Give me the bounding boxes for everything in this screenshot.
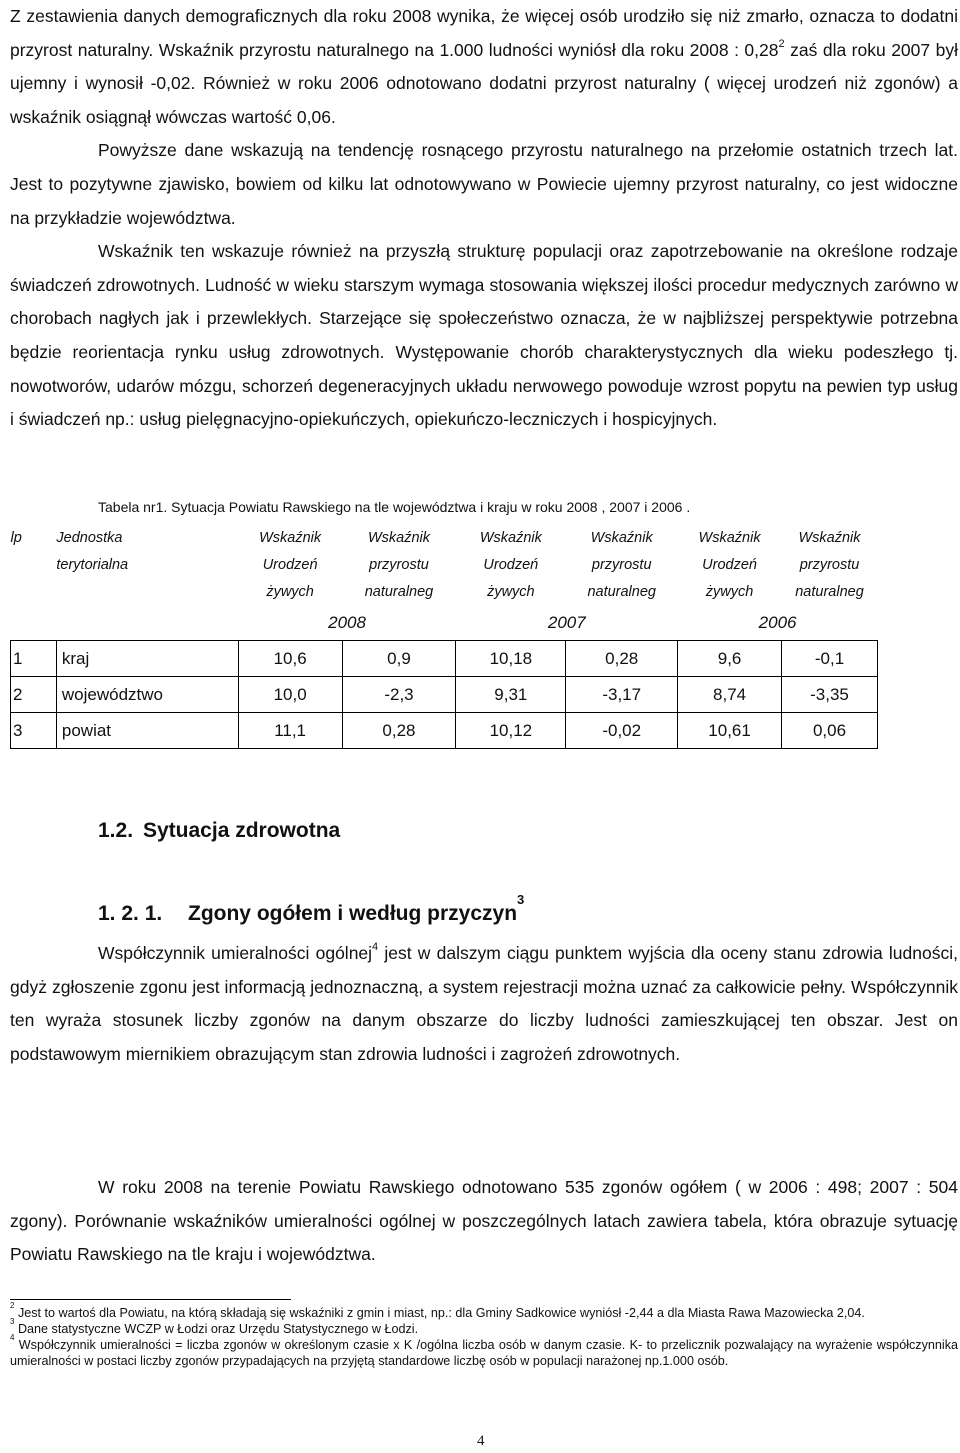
table-row bbox=[11, 641, 878, 677]
cell-value: 0,28 bbox=[566, 641, 678, 677]
cell-value: 0,28 bbox=[342, 713, 456, 749]
year-2007: 2007 bbox=[456, 606, 678, 641]
paragraph-text: W roku 2008 na terenie Powiatu Rawskiego odnotowano 535 zgonów ogółem ( w 2006 : 498; 2007 : 504 zgony). Porównanie wskaźników umieralności ogólnej w poszczególnych latach zawiera tabela, która obrazuje sytuację Powiatu Rawskiego na tle kraju i województwa. bbox=[10, 1177, 958, 1265]
table-caption: Tabela nr1. Sytuacja Powiatu Rawskiego na tle województwa i kraju w roku 2008 , 2007 i 2006 . bbox=[98, 499, 691, 515]
header-unit-line: Jednostka bbox=[56, 530, 123, 546]
cell-unit: kraj bbox=[56, 641, 238, 677]
header-line: naturalneg bbox=[364, 584, 434, 600]
header-line: Wskaźnik bbox=[798, 530, 861, 546]
cell-lp: 2 bbox=[11, 677, 57, 713]
year-row bbox=[11, 606, 878, 641]
paragraph bbox=[10, 1171, 958, 1272]
table-row bbox=[11, 713, 878, 749]
footnote-divider bbox=[10, 1299, 291, 1300]
paragraph-text: Powyższe dane wskazują na tendencję rosnącego przyrostu naturalnego na przełomie ostatnich trzech lat. Jest to pozytywne zjawisko, bowiem od kilku lat odnotowywano w Powiecie ujemny przyrost naturalny, co jest widoczne na przykładzie województwa. bbox=[10, 140, 958, 228]
footnote bbox=[10, 1316, 958, 1337]
body-paragraph bbox=[10, 937, 958, 1071]
cell-value: -0,02 bbox=[566, 713, 678, 749]
document-page bbox=[10, 0, 958, 1368]
paragraph-text: Współczynnik umieralności ogólnej bbox=[98, 943, 373, 963]
body-paragraph bbox=[10, 1171, 958, 1272]
header-line: naturalneg bbox=[587, 584, 656, 600]
cell-value: 9,31 bbox=[456, 677, 566, 713]
cell-value: 10,0 bbox=[238, 677, 342, 713]
header-unit bbox=[56, 523, 238, 606]
cell-lp: 3 bbox=[11, 713, 57, 749]
cell-value: 0,9 bbox=[342, 641, 456, 677]
header-line: Wskaźnik bbox=[367, 530, 430, 546]
table-row bbox=[11, 677, 878, 713]
footnote-text: Jest to wartoś dla Powiatu, na którą składają się wskaźniki z gmin i miast, np.: dla Gminy Sadkowice wyniósł -2,44 a dla Miasta Rawa Mazowiecka 2,04. bbox=[14, 1306, 865, 1320]
cell-value: -0,1 bbox=[782, 641, 878, 677]
cell-value: 11,1 bbox=[238, 713, 342, 749]
paragraph bbox=[10, 937, 958, 1071]
footnote bbox=[10, 1332, 958, 1369]
section-heading bbox=[98, 819, 340, 843]
header-line: przyrostu bbox=[369, 557, 429, 573]
header-indicator bbox=[238, 523, 342, 606]
section-number: 1.2. bbox=[98, 819, 134, 842]
header-line: Wskaźnik bbox=[479, 530, 542, 546]
footnotes bbox=[10, 1300, 958, 1369]
paragraph-text: Z zestawienia danych demograficznych dla roku 2008 wynika, że więcej osób urodziło się niż zmarło, oznacza to dodatni przyrost naturalny. Wskaźnik przyrostu naturalnego na 1.000 ludności wyniósł dla roku 2008 : 0,28 bbox=[10, 6, 958, 60]
page-number: 4 bbox=[477, 1433, 485, 1449]
cell-value: 9,6 bbox=[678, 641, 782, 677]
header-line: naturalneg bbox=[795, 584, 864, 600]
footnote-ref: 2 bbox=[778, 37, 785, 50]
cell-value: 10,12 bbox=[456, 713, 566, 749]
paragraph-text: zaś dla roku 2007 był ujemny i wynosił -0,02. Również w roku 2006 odnotowano dodatni przyrost naturalny ( więcej urodzeń niż zgonów) a wskaźnik osiągnął wówczas wartość 0,06. bbox=[10, 39, 958, 127]
year-2008: 2008 bbox=[238, 606, 456, 641]
cell-unit: województwo bbox=[56, 677, 238, 713]
footnote-text: Współczynnik umieralności = liczba zgonów w określonym czasie x K /ogólna liczba osób w danym czasie. K- to przelicznik pozwalający na wyrażenie współczynnika umieralności w postaci liczby zgonów przypadających na przyjętą standardowe liczbę osób w populacji narażonej np.1.000 osób. bbox=[10, 1338, 958, 1368]
footnote bbox=[10, 1300, 958, 1321]
cell-value: 10,6 bbox=[238, 641, 342, 677]
demographics-table bbox=[10, 523, 878, 749]
header-indicator bbox=[782, 523, 878, 606]
cell-value: 10,61 bbox=[678, 713, 782, 749]
footnote-number: 3 bbox=[10, 1316, 15, 1326]
cell-value: -3,17 bbox=[566, 677, 678, 713]
footnote-number: 4 bbox=[10, 1332, 15, 1342]
header-indicator bbox=[678, 523, 782, 606]
paragraph-text: Wskaźnik ten wskazuje również na przyszłą strukturę populacji oraz zapotrzebowanie na określone rodzaje świadczeń zdrowotnych. Ludność w wieku starszym wymaga stosowania większej ilości procedur medycznych zarówno w chorobach nagłych jak i przewlekłych. Starzejące się społeczeństwo oznacza, że w najbliższej perspektywie potrzebna będzie reorientacja rynku usług zdrowotnych. Występowanie chorób charakterystycznych dla wieku podeszłego tj. nowotworów, udarów mózgu, schorzeń degeneracyjnych układu nerwowego powoduje wzrost popytu na pewien typ usług i świadczeń np.: usług pielęgnacyjno-opiekuńczych, opiekuńczo-leczniczych i hospicyjnych. bbox=[10, 241, 958, 430]
intro-paragraph bbox=[10, 235, 958, 437]
cell-lp: 1 bbox=[11, 641, 57, 677]
header-line: Urodzeń bbox=[483, 557, 539, 573]
header-indicator bbox=[342, 523, 456, 606]
header-line: Wskaźnik bbox=[259, 530, 322, 546]
header-line: przyrostu bbox=[799, 557, 860, 573]
header-line: Urodzeń bbox=[702, 557, 757, 573]
subsection-title: Zgony ogółem i według przyczyn bbox=[188, 902, 518, 925]
intro-paragraph bbox=[10, 0, 958, 134]
cell-value: -2,3 bbox=[342, 677, 456, 713]
header-line: żywych bbox=[705, 584, 754, 600]
header-line: żywych bbox=[487, 584, 535, 600]
table-header-row bbox=[11, 523, 878, 606]
intro-text bbox=[10, 0, 958, 437]
cell-value: 10,18 bbox=[456, 641, 566, 677]
header-lp: lp bbox=[10, 530, 22, 546]
year-2006: 2006 bbox=[678, 606, 878, 641]
header-indicator bbox=[566, 523, 678, 606]
header-line: Wskaźnik bbox=[698, 530, 761, 546]
header-line: przyrostu bbox=[591, 557, 652, 573]
header-unit-line: terytorialna bbox=[56, 557, 129, 573]
intro-paragraph bbox=[10, 134, 958, 235]
paragraph-text: jest w dalszym ciągu punktem wyjścia dla oceny stanu zdrowia ludności, gdyż zgłoszenie zgonu jest informacją jednoznaczną, a system rejestracji można uznać za całkowicie pełny. Współczynnik ten wyraża stosunek liczby zgonów na danym obszarze do liczby ludności zamieszkującej ten obszar. Jest on podstawowym miernikiem obrazującym stan zdrowia ludności i zagrożeń zdrowotnych. bbox=[10, 943, 958, 1064]
header-line: Wskaźnik bbox=[590, 530, 653, 546]
table-body bbox=[11, 641, 878, 749]
header-indicator bbox=[456, 523, 566, 606]
cell-value: 0,06 bbox=[782, 713, 878, 749]
header-line: żywych bbox=[266, 584, 314, 600]
subsection-heading bbox=[98, 892, 525, 926]
cell-value: -3,35 bbox=[782, 677, 878, 713]
subsection-number: 1. 2. 1. bbox=[98, 902, 163, 925]
cell-unit: powiat bbox=[56, 713, 238, 749]
cell-value: 8,74 bbox=[678, 677, 782, 713]
section-title: Sytuacja zdrowotna bbox=[143, 819, 341, 842]
header-line: Urodzeń bbox=[262, 557, 318, 573]
footnote-number: 2 bbox=[10, 1300, 15, 1310]
footnote-ref: 3 bbox=[517, 892, 525, 907]
footnote-ref: 4 bbox=[372, 941, 379, 954]
footnote-text: Dane statystyczne WCZP w Łodzi oraz Urzędu Statystycznego w Łodzi. bbox=[14, 1322, 419, 1336]
